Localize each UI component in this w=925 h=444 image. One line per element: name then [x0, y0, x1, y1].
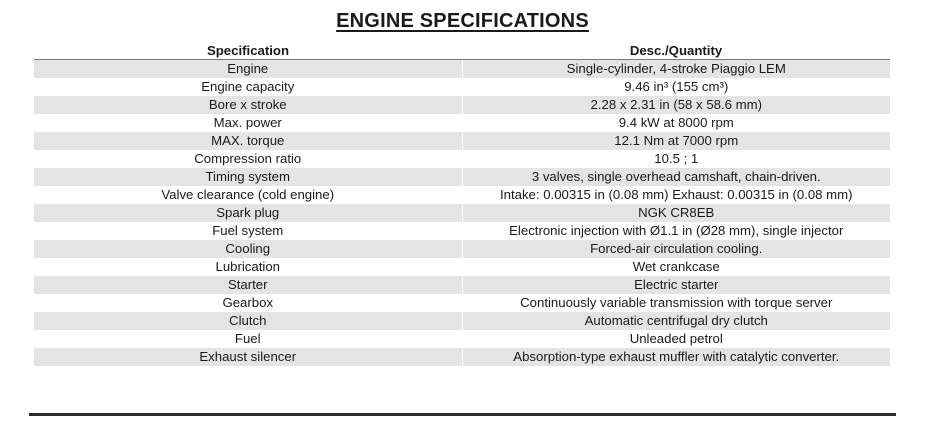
table-row	[34, 348, 890, 366]
spec-name-cell: Max. power	[34, 114, 462, 132]
table-row	[34, 330, 890, 348]
spec-name-cell: MAX. torque	[34, 132, 462, 150]
table-row	[34, 114, 890, 132]
table-row	[34, 186, 890, 204]
table-row	[34, 276, 890, 294]
table-row	[34, 96, 890, 114]
spec-name-cell: Starter	[34, 276, 462, 294]
spec-value-cell: Electric starter	[462, 276, 890, 294]
spec-value-cell: 3 valves, single overhead camshaft, chain-driven.	[462, 168, 890, 186]
table-row	[34, 60, 890, 79]
spec-name-cell: Gearbox	[34, 294, 462, 312]
spec-value-cell: Continuously variable transmission with torque server	[520, 295, 833, 310]
spec-name-cell: Fuel	[34, 330, 462, 348]
spec-name-cell: Exhaust silencer	[34, 348, 462, 366]
table-row	[34, 168, 890, 186]
engine-spec-table	[34, 42, 890, 366]
spec-value-cell: 12.1 Nm at 7000 rpm	[462, 132, 890, 150]
spec-value-cell: Automatic centrifugal dry clutch	[462, 312, 890, 330]
spec-name-cell: Fuel system	[34, 222, 462, 240]
page-title: ENGINE SPECIFICATIONS	[336, 10, 589, 32]
spec-name-cell: Valve clearance (cold engine)	[34, 186, 462, 204]
spec-name-cell: Spark plug	[34, 204, 462, 222]
spec-value-cell: 9.4 kW at 8000 rpm	[618, 115, 734, 130]
spec-name-cell: Compression ratio	[34, 150, 462, 168]
spec-value-cell: NGK CR8EB	[462, 204, 890, 222]
spec-name-cell: Timing system	[34, 168, 462, 186]
spec-name-cell: Cooling	[34, 240, 462, 258]
column-header-specification: Specification	[34, 42, 462, 60]
table-row	[34, 312, 890, 330]
spec-value-cell: Forced-air circulation cooling.	[462, 240, 890, 258]
table-row	[34, 240, 890, 258]
table-row	[34, 78, 890, 96]
spec-value-cell: 10.5 ; 1	[654, 151, 699, 166]
table-row	[34, 150, 890, 168]
spec-value-cell: Wet crankcase	[632, 259, 720, 274]
spec-value-cell: 2.28 x 2.31 in (58 x 58.6 mm)	[462, 96, 890, 114]
spec-value-cell: Unleaded petrol	[629, 331, 723, 346]
table-row	[34, 258, 890, 276]
table-row	[34, 294, 890, 312]
spec-name-cell: Engine	[34, 60, 462, 79]
column-header-desc-quantity: Desc./Quantity	[462, 42, 890, 60]
spec-value-cell: Absorption-type exhaust muffler with catalytic converter.	[462, 348, 890, 366]
table-header-row	[34, 42, 890, 60]
spec-value-cell: Single-cylinder, 4-stroke Piaggio LEM	[462, 60, 890, 79]
spec-value-cell: 9.46 in³ (155 cm³)	[624, 79, 729, 94]
spec-name-cell: Clutch	[34, 312, 462, 330]
spec-name-cell: Lubrication	[34, 258, 462, 276]
table-row	[34, 132, 890, 150]
table-row	[34, 204, 890, 222]
spec-value-cell: Intake: 0.00315 in (0.08 mm) Exhaust: 0.00315 in (0.08 mm)	[499, 187, 853, 202]
spec-name-cell: Engine capacity	[34, 78, 462, 96]
footer-divider	[29, 413, 896, 416]
table-row	[34, 222, 890, 240]
spec-name-cell: Bore x stroke	[34, 96, 462, 114]
spec-value-cell: Electronic injection with Ø1.1 in (Ø28 mm), single injector	[509, 223, 844, 238]
table-body	[34, 60, 890, 367]
